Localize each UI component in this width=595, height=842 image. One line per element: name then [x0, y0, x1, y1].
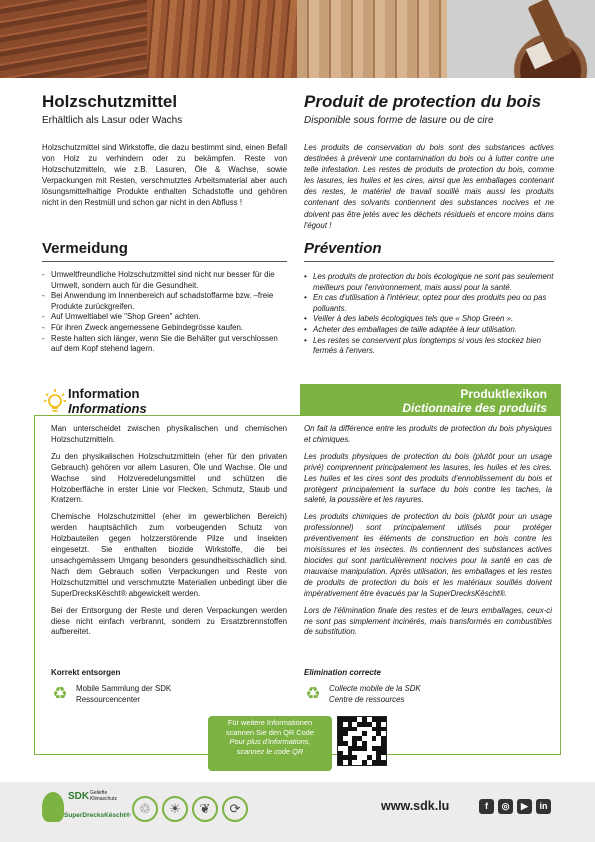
qr-code[interactable]: [337, 716, 387, 766]
lexicon-title-fr: Dictionnaire des produits: [402, 401, 547, 415]
disposal-title-de: Korrekt entsorgen: [51, 668, 121, 677]
leaf-icon: ❦: [192, 796, 218, 822]
website-link[interactable]: www.sdk.lu: [381, 799, 450, 813]
list-item: • Les produits de protection du bois écologique ne sont pas seulement meilleurs pour l'environnement, mais aussi pour la santé.: [304, 272, 554, 293]
qr-info-box: [208, 716, 332, 771]
qr-text-de-2: scannen Sie den QR Code: [226, 727, 314, 737]
list-item: - Auf Umweltlabel wie "Shop Green" achten.: [42, 312, 287, 323]
prevention-list-de: [42, 270, 287, 355]
info-paragraph: Lors de l'élimination finale des restes et de leurs emballages, ceux-ci ne sont pas simplement incinérés, mais transformés en combustibles de substitution.: [304, 605, 552, 637]
info-title-fr: Informations: [68, 401, 147, 416]
lightbulb-leaf-icon: ☀: [162, 796, 188, 822]
intro-fr: Les produits de conservation du bois sont des substances actives destinées à prévenir une contamination du bois ou à lutter contre une telle infestation. Les restes de produits de protection du bois, comme les lasures, les huiles et les cires, ainsi que les emballages contenant des restes, le matériel de travail souillé mais aussi les produits contenant des solvants contiennent des substances nocives et ne doivent pas être jetés avec les déchets résiduels et encore moins dans l'égout !: [304, 143, 554, 230]
recycling-arrows-icon: ♲: [132, 796, 158, 822]
instagram-icon[interactable]: ◎: [498, 799, 513, 814]
subtitle-fr: Disponible sous forme de lasure ou de cire: [304, 115, 494, 126]
sdk-mascot-icon: [42, 792, 64, 822]
recycle-icon: ♻: [52, 684, 68, 703]
list-item: - Bei Anwendung im Innenbereich auf schadstoffarme bzw. –freie Produkte zurückgreifen.: [42, 291, 287, 312]
youtube-icon[interactable]: ▶: [517, 799, 532, 814]
prevention-list-fr: [304, 272, 554, 357]
info-paragraph: Zu den physikalischen Holzschutzmitteln (eher für den privaten Gebrauch) gehören vor allem Lasuren, Öle und Wachse. Öle und Wachse sind Holzveredelungsmittel und schützen die Holzoberfläche in erster Linie vor Flecken, Schmutz, Staub und Kratzern.: [51, 451, 287, 505]
divider: [304, 261, 554, 262]
list-item: • Acheter des emballages de taille adaptée à leur utilisation.: [304, 325, 554, 336]
info-paragraph: Chemische Holzschutzmittel (eher im gewerblichen Bereich) werden hauptsächlich zum vorbeugenden Schutz von Holzbauteilen gegen holzzerstörende Pilze und Insekten eingesetzt. Sie enthalten biozide Wirkstoffe, die bei unsachgemässem Umgang besonders gesundheitsschädlich sind. Nach dem Gebrauch sollen Verpackungen und Reste von Holzschutzmittel und verschmutzte Materialien unbedingt über die SuperDrecksKëscht® abgewickelt werden.: [51, 512, 287, 598]
prevention-title-de: Vermeidung: [42, 240, 128, 257]
facebook-icon[interactable]: f: [479, 799, 494, 814]
info-text-fr: [304, 424, 552, 644]
lightbulb-icon: [44, 388, 66, 416]
recycle-icon: ♻: [305, 684, 321, 703]
subtitle-de: Erhältlich als Lasur oder Wachs: [42, 115, 183, 126]
qr-text-fr-1: Pour plus d'informations,: [229, 737, 311, 747]
info-paragraph: Les produits physiques de protection du bois (plutôt pour un usage privé) comprennent principalement les lasures, les huiles et les cires. Les huiles et les cires sont des produits d'ennoblissement du bois et protègent principalement la surface du bois contre les taches, la saleté, la poussière et les rayures.: [304, 451, 552, 505]
disposal-line-de-2: Ressourcencenter: [76, 695, 141, 704]
sdk-brand-name: SuperDrecksKëscht®: [64, 812, 131, 819]
list-item: • Les restes se conservent plus longtemps si vous les stockez bien fermés à l'envers.: [304, 336, 554, 357]
info-paragraph: Bei der Entsorgung der Reste und deren Verpackungen werden diese nicht einfach verbrannt, sondern zu Ersatzbrennstoffen aufbereitet.: [51, 605, 287, 637]
list-item: - Umweltfreundliche Holzschutzmittel sind nicht nur besser für die Umwelt, sondern auch für die Gesundheit.: [42, 270, 287, 291]
info-heading: [68, 386, 147, 416]
info-title-de: Information: [68, 386, 140, 401]
prevention-title-fr: Prévention: [304, 240, 382, 257]
qr-text-fr-2: scannez le code QR: [236, 746, 304, 756]
info-paragraph: On fait la différence entre les produits de protection du bois physiques et chimiques.: [304, 424, 552, 444]
disposal-line-de-1: Mobile Sammlung der SDK: [76, 684, 172, 693]
info-paragraph: Les produits chimiques de protection du bois (plutôt pour un usage professionnel) sont principalement utilisés pour protéger préventivement les éléments de construction en bois contre les moisissures et les insectes. Ils contiennent des substances actives biocides qui sont particulièrement nocives pour la santé en cas de mauvaise manipulation. Après utilisation, les emballages et les restes de produits de protection du bois et les matériaux souillés doivent impérativement être évacués par la SuperDrecksKëscht®.: [304, 512, 552, 598]
list-item: • Veiller à des labels écologiques tels que « Shop Green ».: [304, 314, 554, 325]
wood-photo-2: [147, 0, 297, 78]
disposal-line-fr-1: Collecte mobile de la SDK: [329, 684, 421, 693]
intro-de: Holzschutzmittel sind Wirkstoffe, die dazu bestimmt sind, einen Befall von Holz zu verhindern oder zu bekämpfen. Reste von Holzschutzmitteln, wie z.B. Lasuren, Öle & Wachse, sowie Verpackungen mit Resten, verschmutztes Arbeitsmaterial aber auch lösungsmittelhaltige Produkte enthalten Schadstoffe und gehören nicht in den Restmüll und schon gar nicht in den Abfluss !: [42, 143, 287, 208]
wood-photo-3: [297, 0, 447, 78]
sdk-logo-text: SDK: [68, 791, 90, 802]
title-de: Holzschutzmittel: [42, 92, 178, 111]
lexicon-title-de: Produktlexikon: [460, 387, 547, 401]
info-text-de: [51, 424, 287, 644]
header-photo-strip: [0, 0, 595, 78]
divider: [42, 261, 287, 262]
cycle-icon: ⟳: [222, 796, 248, 822]
disposal-title-fr: Elimination correcte: [304, 668, 381, 677]
linkedin-icon[interactable]: in: [536, 799, 551, 814]
info-paragraph: Man unterscheidet zwischen physikalischen und chemischen Holzschutzmitteln.: [51, 424, 287, 444]
brush-photo: [447, 0, 595, 78]
disposal-line-fr-2: Centre de ressources: [329, 695, 405, 704]
title-fr: Produit de protection du bois: [304, 92, 542, 111]
wood-photo-1: [0, 0, 147, 78]
product-lexicon-banner: [300, 384, 561, 416]
sdk-logo-tagline: Geliefte Klimaschutz: [90, 790, 117, 802]
list-item: - Reste halten sich länger, wenn Sie die Behälter gut verschlossen auf dem Kopf stehend lagern.: [42, 334, 287, 355]
qr-text-de-1: Für weitere Informationen: [227, 718, 313, 727]
list-item: - Für ihren Zweck angemessene Gebindegrösse kaufen.: [42, 323, 287, 334]
list-item: • En cas d'utilisation à l'intérieur, optez pour des produits peu ou pas polluants.: [304, 293, 554, 314]
